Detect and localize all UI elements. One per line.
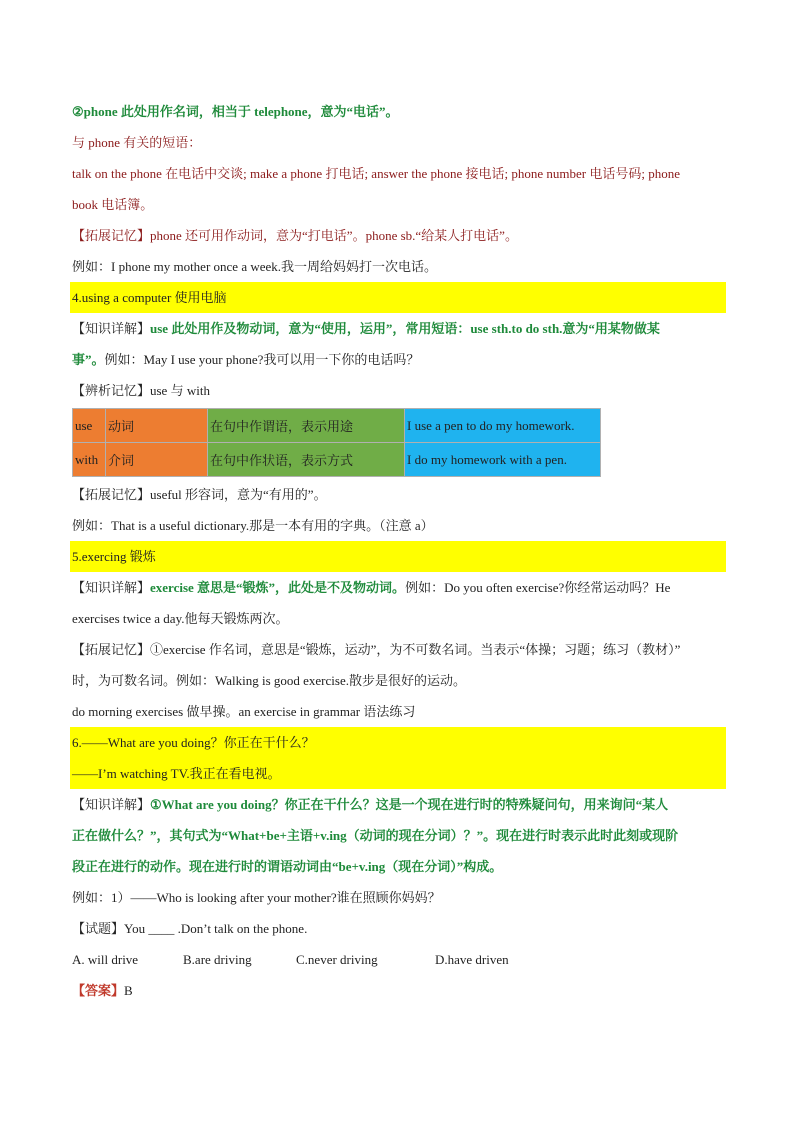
phone-example: 例如：I phone my mother once a week.我一周给妈妈打一次电话。 [72, 259, 438, 274]
detail-text: exercise 意思是“锻炼”，此处是不及物动词。 [150, 580, 406, 595]
answer-tag: 【答案】 [72, 983, 125, 998]
table-cell-word: with [73, 443, 106, 477]
tag-label: 【知识详解】 [72, 321, 151, 336]
exercise-extension-line3: do morning exercises 做早操。an exercise in grammar 语法练习 [72, 704, 416, 719]
table-cell-example: I use a pen to do my homework. [405, 409, 601, 443]
tag-label: 【拓展记忆】 [72, 487, 151, 502]
exercise-extension-line1: 【拓展记忆】①exercise 作名词，意思是“锻炼，运动”，为不可数名词。当表示“体操；习题；练习（教材）” [72, 642, 681, 657]
use-with-compare-heading: 【辨析记忆】use 与 with [72, 383, 210, 398]
exercise-detail-line1 [72, 572, 724, 603]
phone-phrases-heading: 与 phone 有关的短语： [72, 135, 202, 150]
phone-phrases-line2: book 电话簿。 [72, 197, 154, 212]
tag-label: 【知识详解】 [72, 580, 151, 595]
phone-phrases-line1: talk on the phone 在电话中交谈; make a phone 打电话; answer the phone 接电话; phone number 电话号码; phone [72, 166, 681, 181]
option-a: A. will drive [72, 952, 139, 967]
section-5-heading: 5.exercing 锻炼 [70, 541, 726, 572]
table-cell-pos: 动词 [106, 409, 208, 443]
example-text: 例如：Do you often exercise?你经常运动吗？He [405, 580, 671, 595]
phone-noun-note: ②phone 此处用作名词，相当于 telephone，意为“电话”。 [72, 104, 399, 119]
tag-label: 【拓展记忆】 [72, 228, 151, 243]
table-row [73, 443, 601, 477]
table-row [73, 409, 601, 443]
table-cell-pos: 介词 [106, 443, 208, 477]
phone-extension-memo [72, 220, 724, 251]
quiz-answer [72, 975, 724, 1006]
useful-example: 例如：That is a useful dictionary.那是一本有用的字典。（注意 a） [72, 518, 434, 533]
use-detail-line2 [72, 344, 724, 375]
answer-value: B [124, 983, 133, 998]
table-cell-word: use [73, 409, 106, 443]
exercise-extension-line2: 时，为可数名词。例如：Walking is good exercise.散步是很好的运动。 [72, 673, 466, 688]
quiz-options [72, 944, 724, 975]
useful-extension-memo [72, 479, 724, 510]
example-text: 例如：May I use your phone?我可以用一下你的电话吗？ [104, 352, 420, 367]
use-with-table [72, 408, 601, 477]
section-6-answer: ——I’m watching TV.我正在看电视。 [72, 766, 281, 781]
tag-label: 【知识详解】 [72, 797, 151, 812]
exercise-detail-line2: exercises twice a day.他每天锻炼两次。 [72, 611, 289, 626]
detail-text-end: 事”。 [72, 352, 105, 367]
present-continuous-detail-line3: 段正在进行的动作。现在进行时的谓语动词由“be+v.ing（现在分词）”构成。 [72, 859, 503, 874]
quiz-question: 【试题】You ____ .Don’t talk on the phone. [72, 921, 308, 936]
memo-text: useful 形容词，意为“有用的”。 [150, 487, 327, 502]
section-6-heading [70, 727, 726, 789]
option-d: D.have driven [435, 952, 509, 967]
present-continuous-example: 例如：1）——Who is looking after your mother?谁在照顾你妈妈？ [72, 890, 441, 905]
document-content [72, 96, 724, 1006]
detail-text: ①What are you doing？你正在干什么？这是一个现在进行时的特殊疑问句，用来询问“某人 [150, 797, 669, 812]
table-cell-example: I do my homework with a pen. [405, 443, 601, 477]
option-b: B.are driving [183, 952, 252, 967]
section-4-heading: 4.using a computer 使用电脑 [70, 282, 726, 313]
section-6-question: 6.——What are you doing？你正在干什么？ [72, 735, 315, 750]
detail-text: use 此处用作及物动词，意为“使用，运用”，常用短语：use sth.to do sth.意为“用某物做某 [150, 321, 660, 336]
table-cell-function: 在句中作状语，表示方式 [208, 443, 405, 477]
table-cell-function: 在句中作谓语，表示用途 [208, 409, 405, 443]
option-c: C.never driving [296, 952, 378, 967]
use-detail-line1 [72, 313, 724, 344]
memo-text: phone 还可用作动词，意为“打电话”。phone sb.“给某人打电话”。 [150, 228, 518, 243]
present-continuous-detail-line2: 正在做什么？”，其句式为“What+be+主语+v.ing（动词的现在分词）？”。现在进行时表示此时此刻或现阶 [72, 828, 679, 843]
present-continuous-detail-line1 [72, 789, 724, 820]
